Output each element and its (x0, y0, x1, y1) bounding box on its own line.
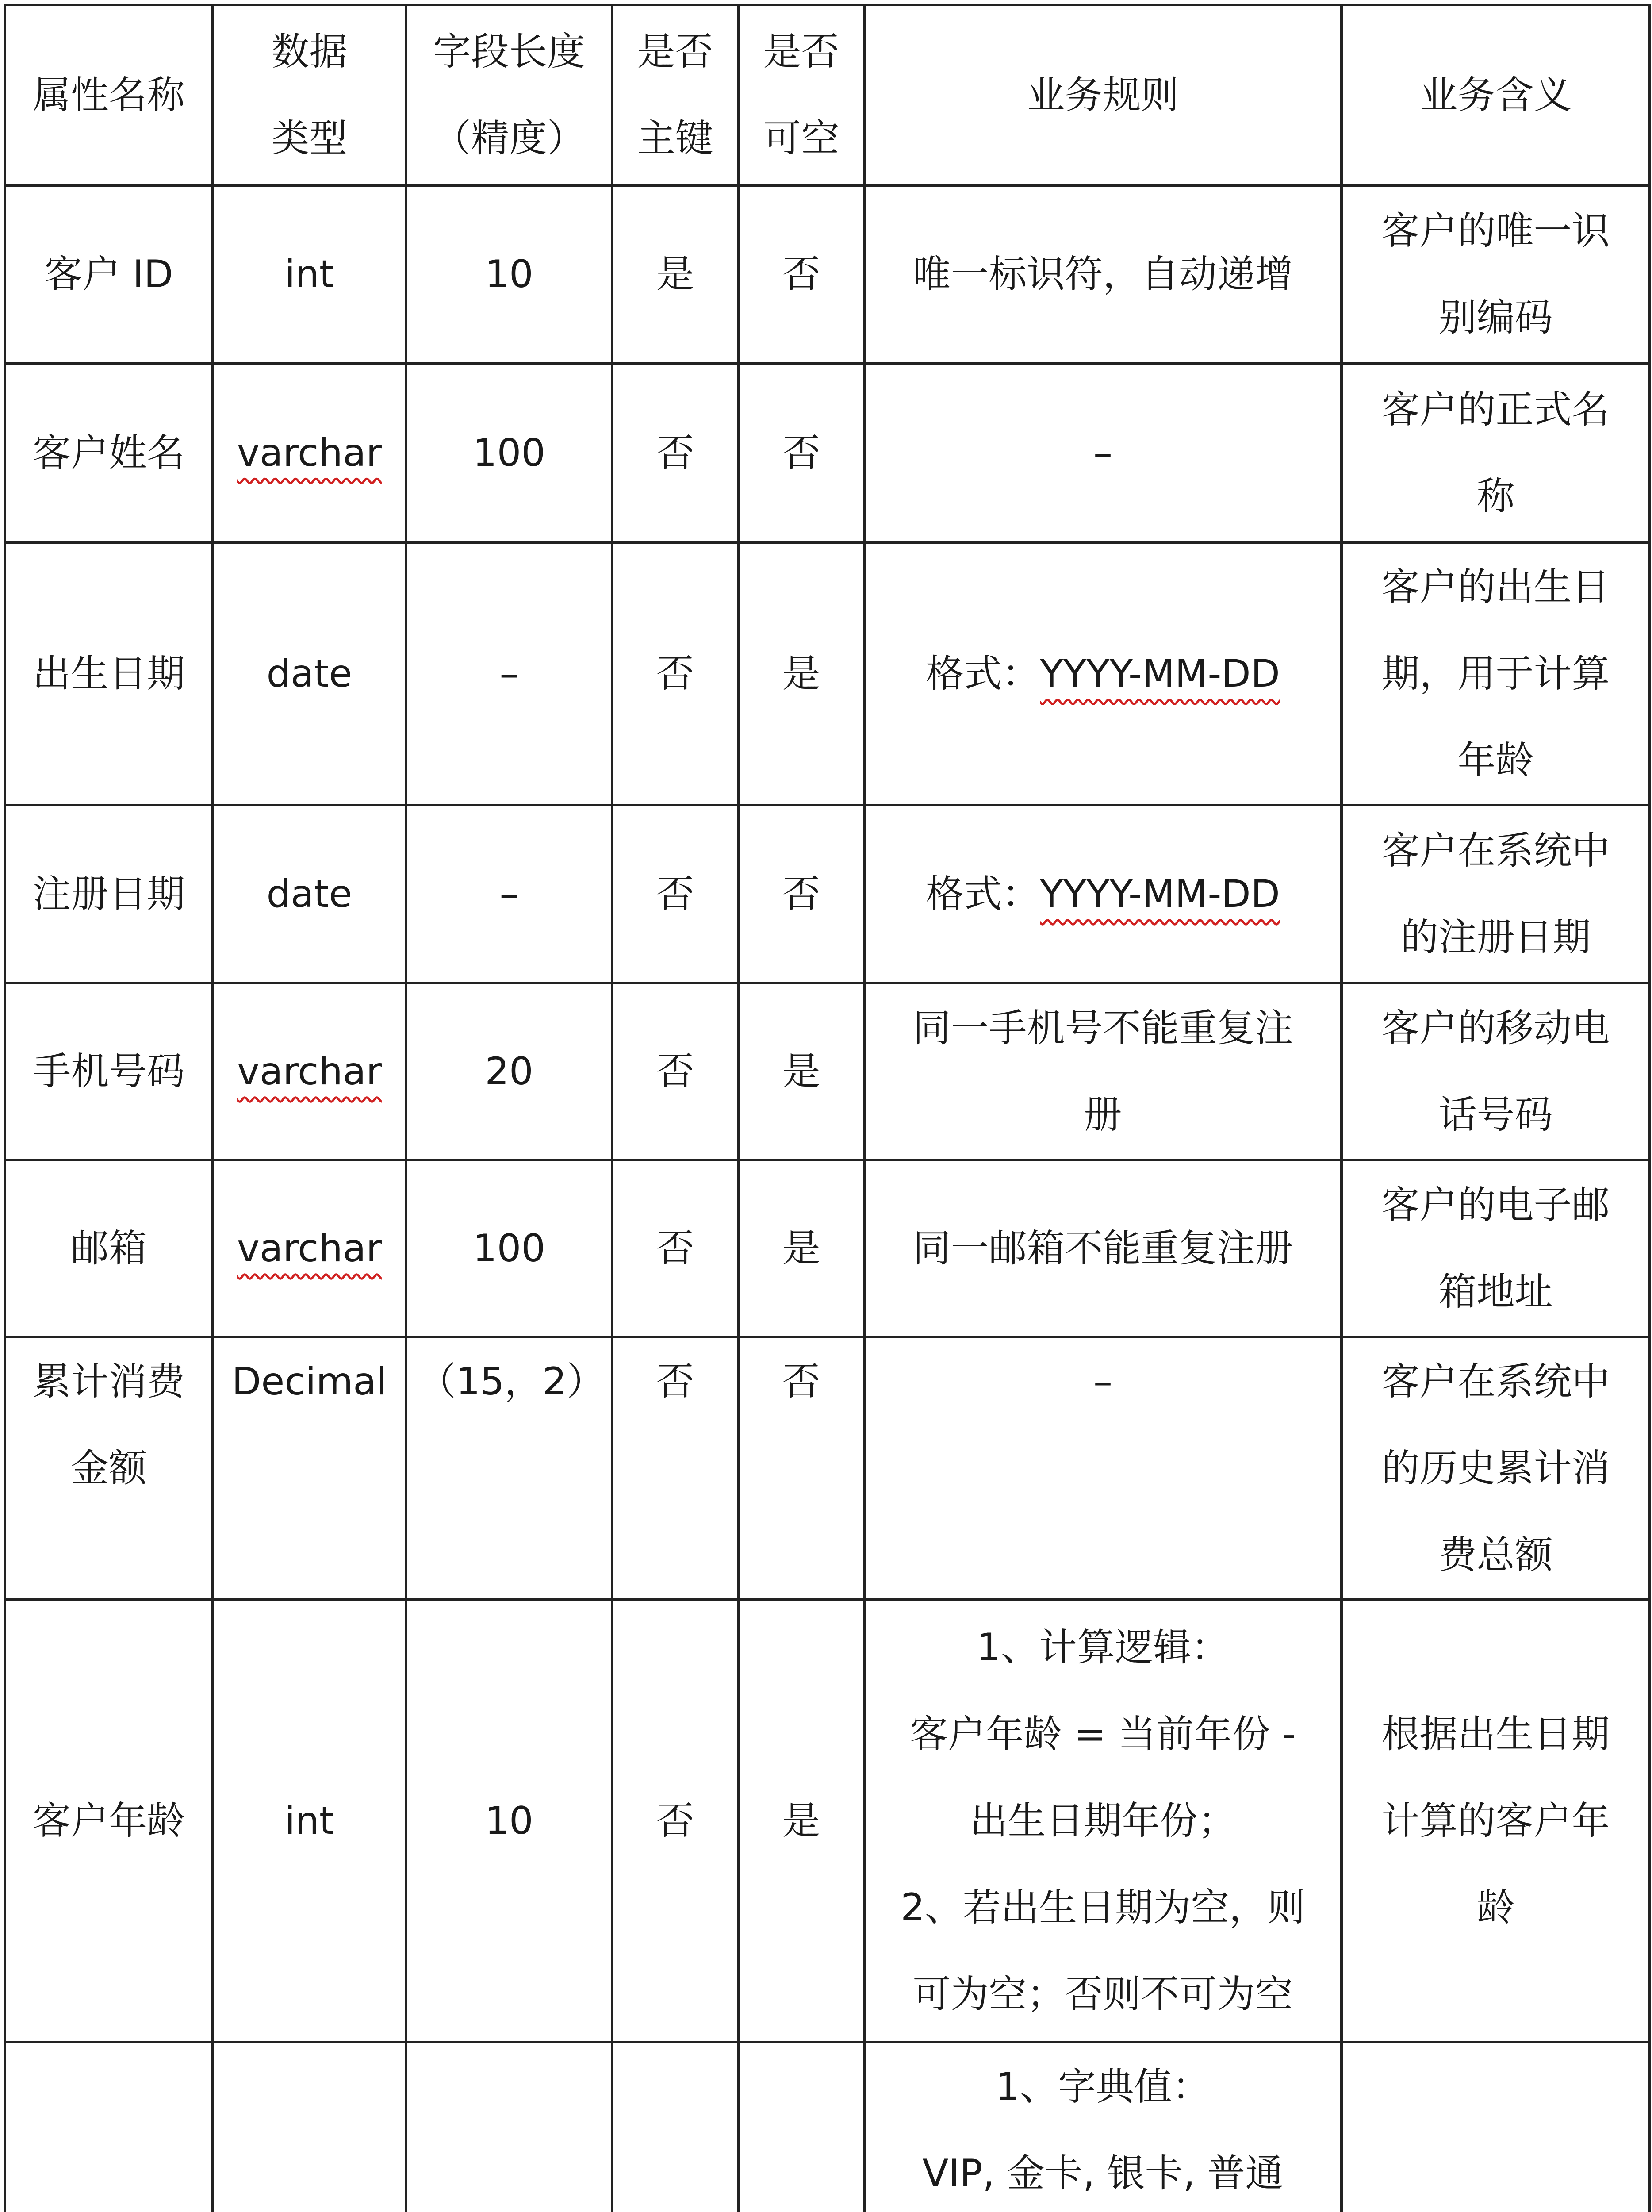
business-rule-prefix: 格式： (926, 872, 1040, 916)
data-type-cell (213, 1160, 406, 1337)
business-meaning-cell-line: 根据出生日期 (1381, 1712, 1610, 1756)
business-meaning-cell-line: 箱地址 (1438, 1270, 1553, 1314)
business-rule-cell (864, 983, 1342, 1160)
attribute-name-cell-line: 邮箱 (71, 1226, 147, 1271)
primary-key-cell-line: 否 (656, 1226, 694, 1271)
header-cell-line: 可空 (763, 116, 839, 161)
attribute-name-cell-line: 金额 (71, 1446, 147, 1490)
field-length-cell (406, 1160, 612, 1337)
data-type-cell (213, 1600, 406, 2042)
attribute-table (4, 4, 1651, 2212)
header-cell-line: 业务规则 (1027, 73, 1179, 117)
business-meaning-cell-line: 客户的正式名 (1381, 387, 1610, 432)
primary-key-cell (612, 542, 738, 805)
attribute-name-cell-line: 客户年龄 (33, 1799, 185, 1843)
attribute-name-cell-line: 累计消费 (33, 1359, 185, 1404)
attribute-name-cell (5, 542, 213, 805)
business-rule-cell (864, 805, 1342, 983)
primary-key-cell (612, 185, 738, 363)
attribute-name-cell-line: 手机号码 (33, 1049, 185, 1094)
table-row (5, 1600, 1650, 2042)
header-cell (1342, 5, 1650, 185)
business-rule-format: YYYY-MM-DD (1040, 872, 1280, 916)
field-length-cell-line: 10 (485, 1799, 533, 1843)
field-length-cell (406, 2042, 612, 2212)
business-meaning-cell (1342, 542, 1650, 805)
data-type-cell-value: varchar (237, 1049, 382, 1094)
business-meaning-cell-line: 的历史累计消 (1381, 1446, 1610, 1490)
business-meaning-cell-line: 客户的出生日 (1381, 565, 1610, 609)
header-cell-line: 类型 (271, 116, 348, 161)
data-type-cell-value: varchar (237, 430, 382, 475)
data-type-cell-line: Decimal (232, 1359, 387, 1404)
business-rule-cell-line: 唯一标识符，自动递增 (912, 252, 1293, 296)
field-length-cell (406, 542, 612, 805)
field-length-cell (406, 1337, 612, 1600)
header-cell (612, 5, 738, 185)
business-rule-cell (864, 542, 1342, 805)
business-rule-cell-line: 同一邮箱不能重复注册 (912, 1226, 1293, 1271)
attribute-name-cell (5, 1160, 213, 1337)
data-type-cell (213, 185, 406, 363)
primary-key-cell-line: 否 (656, 430, 694, 475)
business-meaning-cell (1342, 805, 1650, 983)
attribute-name-cell (5, 185, 213, 363)
business-meaning-cell (1342, 363, 1650, 542)
business-rule-cell-line: 出生日期年份； (970, 1799, 1236, 1843)
business-meaning-cell (1342, 2042, 1650, 2212)
data-type-cell-value: varchar (237, 1226, 382, 1271)
business-rule-prefix: 格式： (926, 652, 1040, 696)
attribute-name-cell-line: 客户 ID (44, 252, 173, 296)
business-meaning-cell-line: 话号码 (1438, 1093, 1553, 1137)
business-meaning-cell-line: 的注册日期 (1400, 915, 1591, 960)
business-rule-format: YYYY-MM-DD (1040, 652, 1280, 696)
nullable-cell (738, 185, 864, 363)
business-meaning-cell-line: 客户在系统中 (1381, 829, 1610, 873)
header-cell-line: 是否 (763, 30, 839, 74)
attribute-name-cell (5, 1600, 213, 2042)
data-type-cell-line: date (266, 652, 353, 696)
primary-key-cell (612, 363, 738, 542)
field-length-cell (406, 185, 612, 363)
header-row (5, 5, 1650, 185)
business-meaning-cell (1342, 185, 1650, 363)
business-meaning-cell-line: 客户在系统中 (1381, 1359, 1610, 1404)
nullable-cell (738, 805, 864, 983)
header-cell (5, 5, 213, 185)
table-row (5, 1160, 1650, 1337)
business-rule-cell-line: – (1093, 1359, 1112, 1404)
business-rule-cell-line: – (1093, 430, 1112, 475)
primary-key-cell (612, 1160, 738, 1337)
primary-key-cell (612, 1600, 738, 2042)
business-meaning-cell (1342, 1337, 1650, 1600)
header-cell-line: 数据 (271, 30, 348, 74)
business-meaning-cell (1342, 983, 1650, 1160)
business-rule-cell-line: VIP, 金卡, 银卡, 普通 (922, 2151, 1284, 2196)
business-meaning-cell-line: 龄 (1476, 1886, 1515, 1930)
business-rule-cell-line: 可为空；否则不可为空 (912, 1972, 1293, 2016)
primary-key-cell (612, 1337, 738, 1600)
field-length-cell-line: （15，2） (418, 1359, 605, 1404)
business-meaning-cell-line: 客户的移动电 (1381, 1006, 1610, 1050)
business-meaning-cell-line: 计算的客户年 (1381, 1799, 1610, 1843)
nullable-cell (738, 1337, 864, 1600)
business-rule-cell (864, 1600, 1342, 2042)
field-length-cell-line: 100 (472, 430, 546, 475)
primary-key-cell-line: 否 (656, 872, 694, 916)
header-cell (406, 5, 612, 185)
table-row (5, 2042, 1650, 2212)
nullable-cell-line: 是 (782, 1226, 820, 1271)
header-cell-line: 业务含义 (1419, 73, 1572, 117)
nullable-cell (738, 2042, 864, 2212)
field-length-cell-line: – (499, 872, 519, 916)
table-row (5, 1337, 1650, 1600)
header-cell-line: 字段长度 (433, 30, 585, 74)
attribute-name-cell (5, 2042, 213, 2212)
nullable-cell (738, 542, 864, 805)
field-length-cell (406, 983, 612, 1160)
primary-key-cell (612, 983, 738, 1160)
business-rule-cell (864, 185, 1342, 363)
table-row (5, 542, 1650, 805)
business-meaning-cell-line: 期，用于计算 (1381, 652, 1610, 696)
business-meaning-cell-line: 年龄 (1457, 738, 1534, 783)
business-rule-cell (864, 2042, 1342, 2212)
business-rule-cell (864, 363, 1342, 542)
attribute-name-cell (5, 1337, 213, 1600)
business-meaning-cell-line: 别编码 (1438, 296, 1553, 340)
table-row (5, 185, 1650, 363)
primary-key-cell (612, 2042, 738, 2212)
field-length-cell-line: 20 (485, 1049, 533, 1094)
business-rule-cell-line: 1、字典值： (996, 2065, 1210, 2109)
attribute-name-cell (5, 983, 213, 1160)
business-rule-cell-line: 1、计算逻辑： (977, 1625, 1229, 1670)
business-rule-cell-line: 客户年龄 = 当前年份 - (909, 1712, 1296, 1756)
header-cell (213, 5, 406, 185)
business-meaning-cell (1342, 1160, 1650, 1337)
data-type-cell-line: int (284, 1799, 334, 1843)
table-row (5, 983, 1650, 1160)
field-length-cell (406, 805, 612, 983)
data-type-cell (213, 542, 406, 805)
data-type-cell (213, 2042, 406, 2212)
data-type-cell (213, 1337, 406, 1600)
nullable-cell (738, 1600, 864, 2042)
nullable-cell (738, 1160, 864, 1337)
business-meaning-cell-line: 客户的电子邮 (1381, 1183, 1610, 1227)
business-rule-cell-line: 册 (1084, 1093, 1122, 1137)
header-cell-line: 属性名称 (33, 73, 185, 117)
data-type-cell (213, 363, 406, 542)
business-meaning-cell-line: 称 (1476, 474, 1515, 518)
nullable-cell-line: 否 (782, 872, 820, 916)
data-type-cell-line: int (284, 252, 334, 296)
field-length-cell (406, 1600, 612, 2042)
primary-key-cell-line: 是 (656, 252, 694, 296)
header-cell-line: 主键 (637, 116, 713, 161)
business-meaning-cell-line: 费总额 (1438, 1533, 1553, 1577)
business-rule-cell-line: 同一手机号不能重复注 (912, 1006, 1293, 1050)
nullable-cell-line: 否 (782, 252, 820, 296)
nullable-cell-line: 否 (782, 430, 820, 475)
attribute-name-cell-line: 注册日期 (33, 872, 185, 916)
business-rule-cell (864, 1160, 1342, 1337)
primary-key-cell (612, 805, 738, 983)
header-cell-line: （精度） (433, 116, 585, 161)
header-cell (864, 5, 1342, 185)
nullable-cell (738, 983, 864, 1160)
field-length-cell-line: 10 (485, 252, 533, 296)
attribute-name-cell-line: 客户姓名 (33, 430, 185, 475)
table-row (5, 363, 1650, 542)
business-rule-cell (864, 1337, 1342, 1600)
header-cell-line: 是否 (637, 30, 713, 74)
primary-key-cell-line: 否 (656, 1799, 694, 1843)
nullable-cell-line: 是 (782, 1049, 820, 1094)
nullable-cell-line: 否 (782, 1359, 820, 1404)
table-row (5, 805, 1650, 983)
nullable-cell (738, 363, 864, 542)
nullable-cell-line: 是 (782, 1799, 820, 1843)
data-type-cell (213, 805, 406, 983)
field-length-cell (406, 363, 612, 542)
field-length-cell-line: – (499, 652, 519, 696)
business-meaning-cell-line: 客户的唯一识 (1381, 209, 1610, 253)
primary-key-cell-line: 否 (656, 1049, 694, 1094)
field-length-cell-line: 100 (472, 1226, 546, 1271)
header-cell (738, 5, 864, 185)
attribute-name-cell-line: 出生日期 (33, 652, 185, 696)
nullable-cell-line: 是 (782, 652, 820, 696)
attribute-name-cell (5, 805, 213, 983)
data-type-cell (213, 983, 406, 1160)
attribute-name-cell (5, 363, 213, 542)
primary-key-cell-line: 否 (656, 1359, 694, 1404)
business-rule-cell-line: 2、若出生日期为空，则 (901, 1886, 1305, 1930)
data-type-cell-line: date (266, 872, 353, 916)
primary-key-cell-line: 否 (656, 652, 694, 696)
business-meaning-cell (1342, 1600, 1650, 2042)
